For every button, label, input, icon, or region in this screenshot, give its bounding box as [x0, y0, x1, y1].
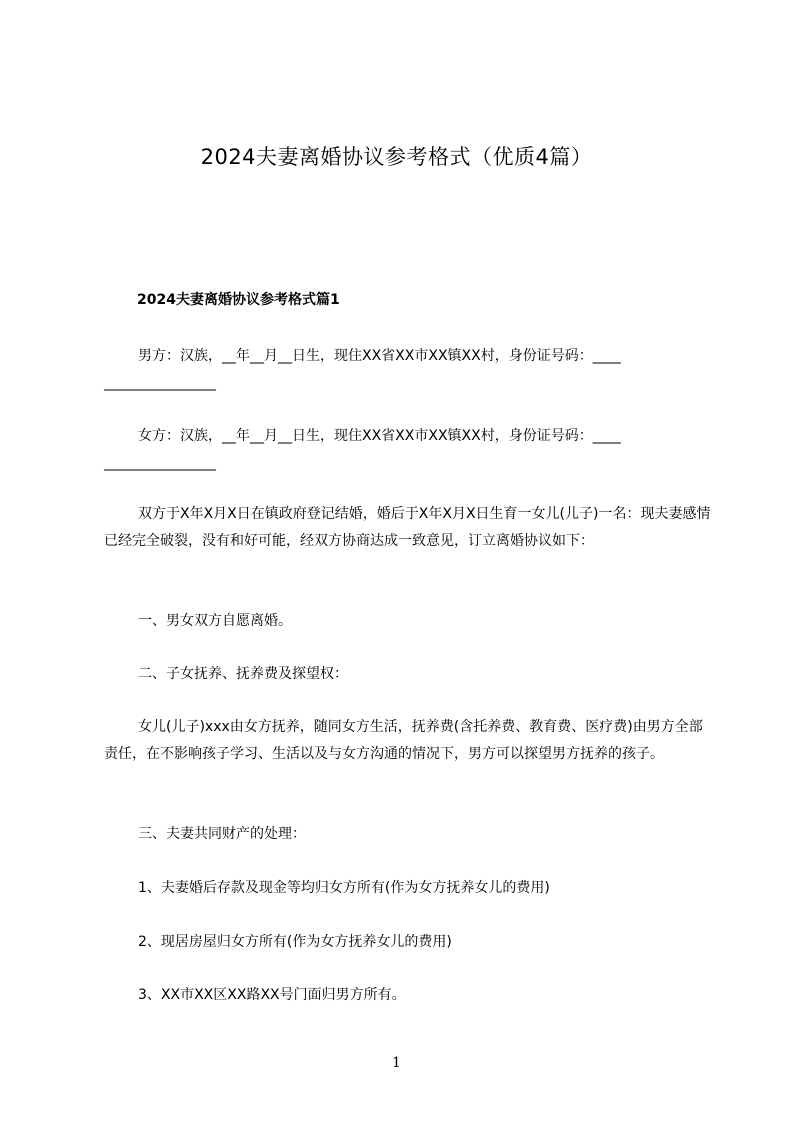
paragraph-text: 女方：汉族，__年__月__日生，现住XX省XX市XX镇XX村，身份证号码：____ ________________ — [104, 428, 621, 471]
paragraph-child-custody — [104, 714, 714, 768]
paragraph-female-party — [104, 423, 714, 477]
document-title: 2024夫妻离婚协议参考格式（优质4篇） — [200, 145, 593, 169]
paragraph-text: 2、现居房屋归女方所有(作为女方抚养女儿的费用) — [138, 934, 452, 950]
page-number: 1 — [392, 1055, 401, 1071]
paragraph-property-3 — [104, 982, 714, 1009]
paragraph-marriage-statement — [104, 501, 714, 555]
section-heading: 2024夫妻离婚协议参考格式篇1 — [137, 292, 340, 308]
paragraph-property-1 — [104, 875, 714, 902]
paragraph-text: 男方：汉族，__年__月__日生，现住XX省XX市XX镇XX村，身份证号码：____ ________________ — [104, 348, 621, 391]
paragraph-clause-2 — [104, 661, 714, 688]
paragraph-clause-1 — [104, 608, 714, 635]
paragraph-text: 一、男女双方自愿离婚。 — [138, 613, 292, 629]
paragraph-text: 二、子女抚养、抚养费及探望权： — [138, 666, 348, 682]
paragraph-male-party — [104, 343, 714, 397]
paragraph-text: 1、夫妻婚后存款及现金等均归女方所有(作为女方抚养女儿的费用) — [138, 880, 550, 896]
paragraph-text: 3、XX市XX区XX路XX号门面归男方所有。 — [138, 987, 406, 1003]
paragraph-clause-3 — [104, 821, 714, 848]
paragraph-text: 双方于X年X月X日在镇政府登记结婚，婚后于X年X月X日生育一女儿(儿子)一名：现夫妻感情已经完全破裂，没有和好可能，经双方协商达成一致意见，订立离婚协议如下： — [104, 506, 711, 549]
paragraph-property-2 — [104, 929, 714, 956]
paragraph-text: 女儿(儿子)xxx由女方抚养，随同女方生活，抚养费(含托养费、教育费、医疗费)由男方全部责任，在不影响孩子学习、生活以及与女方沟通的情况下，男方可以探望男方抚养的孩子。 — [104, 719, 703, 762]
paragraph-text: 三、夫妻共同财产的处理： — [138, 826, 306, 842]
